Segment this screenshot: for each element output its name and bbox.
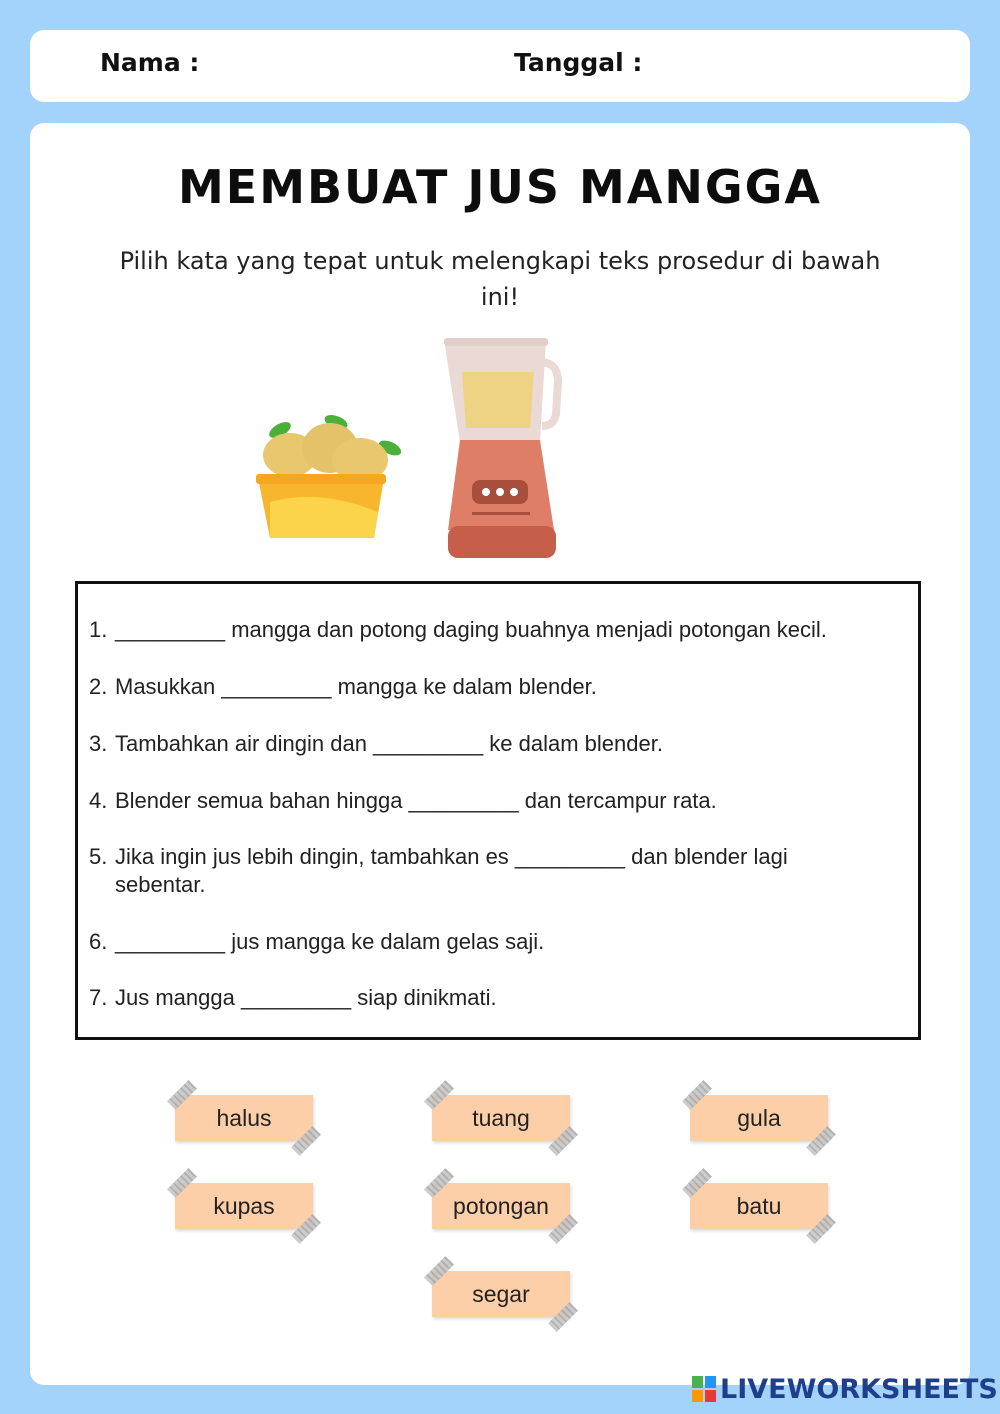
step-1: 1. _________ mangga dan potong daging buahnya menjadi potongan kecil.: [89, 617, 827, 642]
liveworksheets-logo-icon: [692, 1376, 716, 1402]
name-label: Nama :: [100, 48, 200, 77]
word-chip-gula[interactable]: gula: [690, 1095, 828, 1141]
word-chip-batu[interactable]: batu: [690, 1183, 828, 1229]
step-4: 4. Blender semua bahan hingga _________ dan tercampur rata.: [89, 788, 717, 813]
word-chip-segar[interactable]: segar: [432, 1271, 570, 1317]
step-3: 3. Tambahkan air dingin dan _________ ke dalam blender.: [89, 731, 663, 756]
step-7: 7. Jus mangga _________ siap dinikmati.: [89, 985, 497, 1010]
procedure-text-box: [75, 581, 921, 1040]
liveworksheets-logo[interactable]: [692, 1372, 998, 1406]
instruction-text: Pilih kata yang tepat untuk melengkapi teks prosedur di bawah ini!: [119, 247, 881, 311]
brand-name: LIVEWORKSHEETS: [720, 1373, 998, 1405]
blender-icon: [444, 338, 558, 558]
step-6: 6. _________ jus mangga ke dalam gelas saji.: [89, 929, 545, 954]
word-chip-potongan[interactable]: potongan: [432, 1183, 570, 1229]
mango-blender-illustration: [250, 330, 570, 570]
date-label: Tanggal :: [514, 48, 643, 77]
worksheet-title: MEMBUAT JUS MANGGA: [178, 160, 822, 214]
step-2: 2. Masukkan _________ mangga ke dalam blender.: [89, 674, 597, 699]
word-chip-halus[interactable]: halus: [175, 1095, 313, 1141]
header-bar: [30, 30, 970, 102]
word-chip-kupas[interactable]: kupas: [175, 1183, 313, 1229]
word-chip-tuang[interactable]: tuang: [432, 1095, 570, 1141]
step-5: 5. Jika ingin jus lebih dingin, tambahkan es _________ dan blender lagi sebentar.: [89, 844, 788, 897]
mango-basket-icon: [256, 412, 403, 538]
